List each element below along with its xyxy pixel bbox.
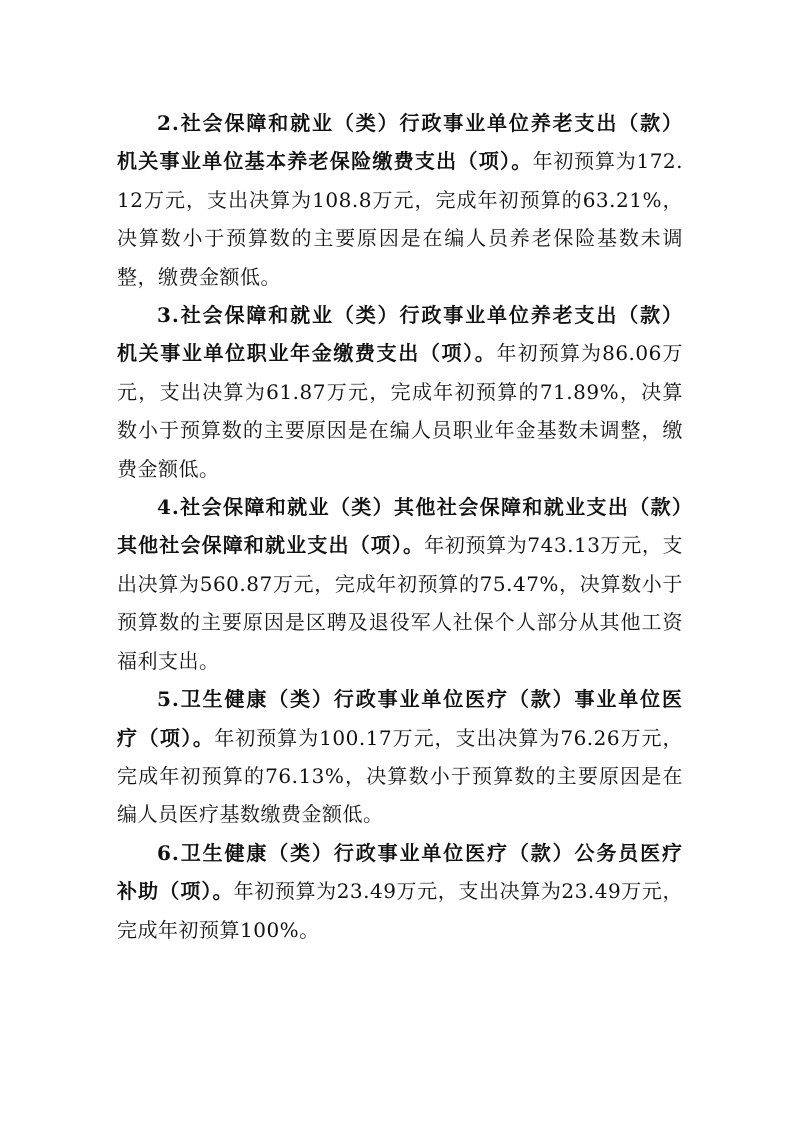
paragraph-institution-medical xyxy=(117,680,683,834)
paragraph-body: 年初预算为172.12万元，支出决算为108.8万元，完成年初预算的63.21%，决算数小于预算数的主要原因是在编人员养老保险基数未调整，缴费金额低。 xyxy=(117,149,684,289)
paragraph-occupational-annuity xyxy=(117,296,683,488)
paragraph-body: 年初预算为743.13万元，支出决算为560.87万元，完成年初预算的75.47%，决算数小于预算数的主要原因是区聘及退役军人社保个人部分从其他工资福利支出。 xyxy=(117,533,684,673)
paragraph-pension-basic xyxy=(117,104,683,296)
paragraph-body: 年初预算为86.06万元，支出决算为61.87万元，完成年初预算的71.89%，决算数小于预算数的主要原因是在编人员职业年金基数未调整，缴费金额低。 xyxy=(117,341,684,481)
paragraph-civil-servant-medical xyxy=(117,834,683,949)
paragraph-title: 3.社会保障和就业（类）行政事业单位养老支出（款）机关事业单位职业年金缴费支出（项）。 xyxy=(117,303,683,366)
paragraph-title: 6.卫生健康（类）行政事业单位医疗（款）公务员医疗补助（项）。 xyxy=(117,840,683,904)
paragraph-title: 2.社会保障和就业（类）行政事业单位养老支出（款）机关事业单位基本养老保险缴费支出（项）。 xyxy=(117,111,683,174)
paragraph-body: 年初预算为23.49万元，支出决算为23.49万元，完成年初预算100%。 xyxy=(117,879,684,942)
paragraph-title: 4.社会保障和就业（类）其他社会保障和就业支出（款）其他社会保障和就业支出（项）。 xyxy=(117,495,683,558)
document-page xyxy=(117,104,683,949)
paragraph-title: 5.卫生健康（类）行政事业单位医疗（款）事业单位医疗（项）。 xyxy=(117,687,683,750)
paragraph-body: 年初预算为100.17万元，支出决算为76.26万元，完成年初预算的76.13%，决算数小于预算数的主要原因是在编人员医疗基数缴费金额低。 xyxy=(117,725,684,827)
paragraph-other-social-security xyxy=(117,488,683,680)
